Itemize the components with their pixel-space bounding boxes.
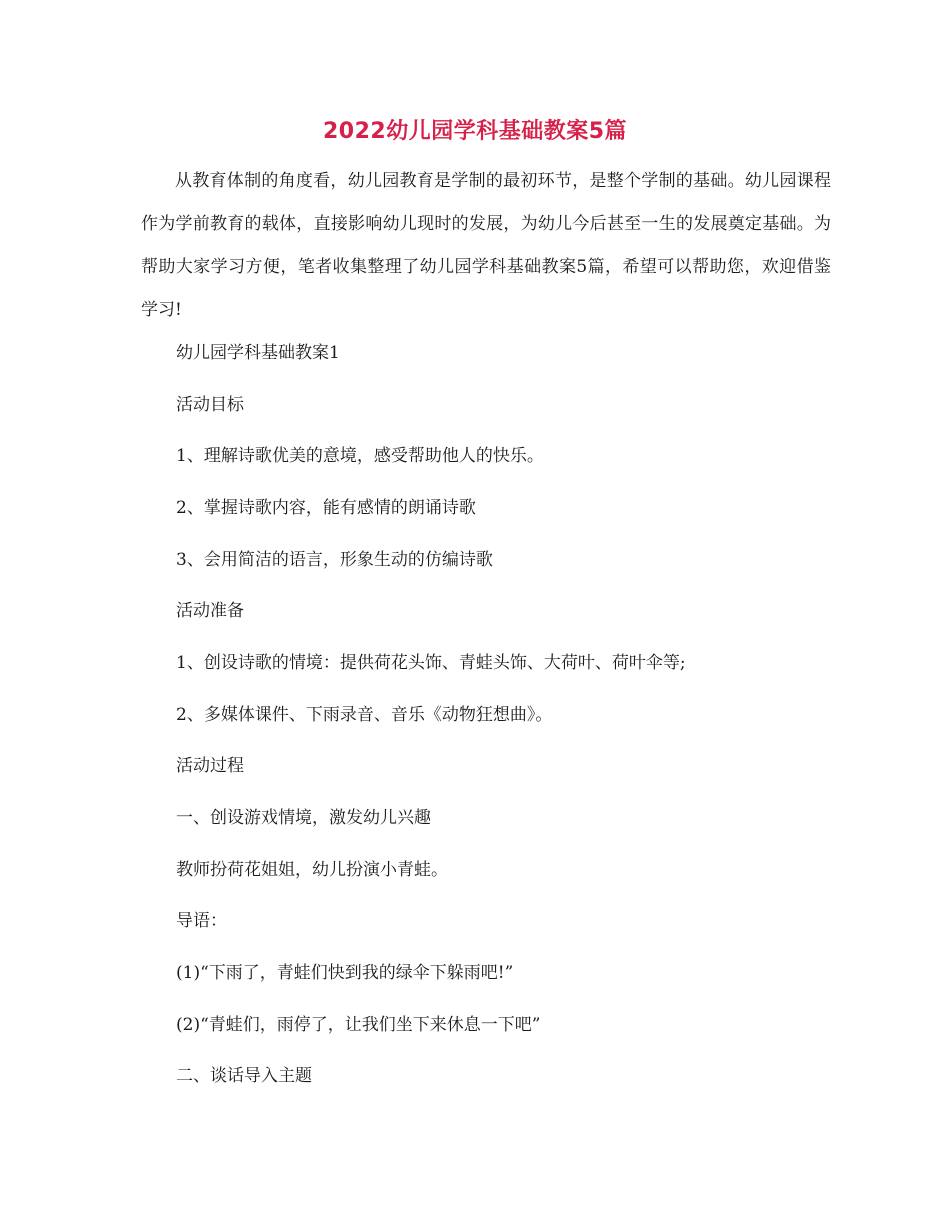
goal-item: 1、理解诗歌优美的意境，感受帮助他人的快乐。 <box>176 446 544 466</box>
document-title: 2022幼儿园学科基础教案5篇 <box>322 119 628 144</box>
dialogue-line: (1)“下雨了，青蛙们快到我的绿伞下躲雨吧!” <box>176 963 514 983</box>
goal-item: 2、掌握诗歌内容，能有感情的朗诵诗歌 <box>176 498 476 518</box>
paragraph: 导语： <box>176 911 227 931</box>
section-heading-process: 活动过程 <box>176 756 244 776</box>
preparation-item: 1、创设诗歌的情境：提供荷花头饰、青蛙头饰、大荷叶、荷叶伞等; <box>176 653 686 673</box>
process-step: 二、谈话导入主题 <box>176 1066 312 1086</box>
paragraph: 教师扮荷花姐姐，幼儿扮演小青蛙。 <box>176 860 448 880</box>
goal-item: 3、会用简洁的语言，形象生动的仿编诗歌 <box>176 550 493 570</box>
lesson-heading: 幼儿园学科基础教案1 <box>176 343 340 363</box>
preparation-item: 2、多媒体课件、下雨录音、音乐《动物狂想曲》。 <box>176 705 553 725</box>
section-heading-preparation: 活动准备 <box>176 601 244 621</box>
dialogue-line: (2)“青蛙们，雨停了，让我们坐下来休息一下吧” <box>176 1015 541 1035</box>
process-step: 一、创设游戏情境，激发幼儿兴趣 <box>176 808 431 828</box>
intro-paragraph: 从教育体制的角度看，幼儿园教育是学制的最初环节，是整个学制的基础。幼儿园课程作为学前教育的载体，直接影响幼儿现时的发展，为幼儿今后甚至一生的发展奠定基础。为帮助大家学习方便，笔者收集整理了幼儿园学科基础教案5篇，希望可以帮助您，欢迎借鉴学习! <box>141 171 831 320</box>
section-heading-goals: 活动目标 <box>176 395 244 415</box>
